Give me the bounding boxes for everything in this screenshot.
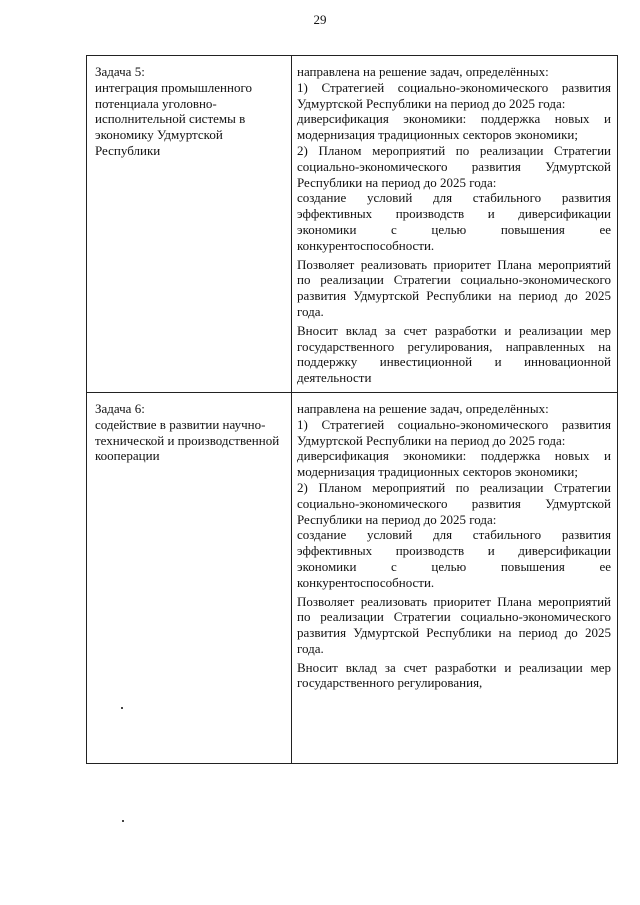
table-row-task-6 — [87, 392, 618, 763]
task-6-paragraph-plan: 2) Планом мероприятий по реализации Стратегии социально-экономического развития Удмуртской Республики на период до 2025 года: — [297, 479, 611, 527]
task-6-paragraph-intro: направлена на решение задач, определённых: — [297, 400, 549, 416]
task-6-details-cell — [292, 392, 618, 763]
task-5-paragraph-strategy: 1) Стратегией социально-экономического развития Удмуртской Республики на период до 2025 года: — [297, 79, 611, 111]
scan-speck — [121, 707, 123, 709]
task-5-paragraph-contribution: Вносит вклад за счет разработки и реализации мер государственного регулирования, направленных на поддержку инвестиционной и инновационной деятельности — [297, 322, 611, 386]
task-5-description: интеграция промышленного потенциала уголовно-исполнительной системы в экономику Удмуртской Республики — [95, 79, 252, 158]
task-6-description: содействие в развитии научно-технической и производственной кооперации — [95, 416, 280, 464]
page-number: 29 — [313, 12, 327, 27]
task-6-paragraph-contribution: Вносит вклад за счет разработки и реализации мер государственного регулирования, — [297, 659, 611, 691]
task-5-paragraph-plan: 2) Планом мероприятий по реализации Стратегии социально-экономического развития Удмуртской Республики на период до 2025 года: — [297, 142, 611, 190]
table-row-task-5 — [87, 56, 618, 393]
scan-speck — [122, 820, 124, 822]
task-6-paragraph-priority: Позволяет реализовать приоритет Плана мероприятий по реализации Стратегии социально-экономического развития Удмуртской Республики на период до 2025 года. — [297, 593, 611, 656]
task-6-paragraph-strategy: 1) Стратегией социально-экономического развития Удмуртской Республики на период до 2025 года: — [297, 416, 611, 448]
task-6-paragraph-diversification: диверсификация экономики: поддержка новых и модернизация традиционных секторов экономики; — [297, 448, 611, 480]
task-6-cell — [87, 392, 292, 763]
task-5-cell — [87, 56, 292, 393]
task-6-title: Задача 6: — [95, 400, 145, 416]
task-5-paragraph-diversification: диверсификация экономики: поддержка новых и модернизация традиционных секторов экономики; — [297, 111, 611, 143]
task-5-title: Задача 5: — [95, 64, 145, 79]
task-5-paragraph-conditions: создание условий для стабильного развития эффективных производств и диверсификации экономики с целью повышения ее конкурентоспособности. — [297, 190, 611, 253]
tasks-table — [86, 55, 618, 764]
task-6-paragraph-conditions: создание условий для стабильного развития эффективных производств и диверсификации экономики с целью повышения ее конкурентоспособности. — [297, 527, 611, 590]
task-5-details-cell — [292, 56, 618, 393]
task-5-paragraph-priority: Позволяет реализовать приоритет Плана мероприятий по реализации Стратегии социально-экономического развития Удмуртской Республики на период до 2025 года. — [297, 256, 611, 319]
task-5-paragraph-intro: направлена на решение задач, определённых: — [297, 64, 549, 79]
